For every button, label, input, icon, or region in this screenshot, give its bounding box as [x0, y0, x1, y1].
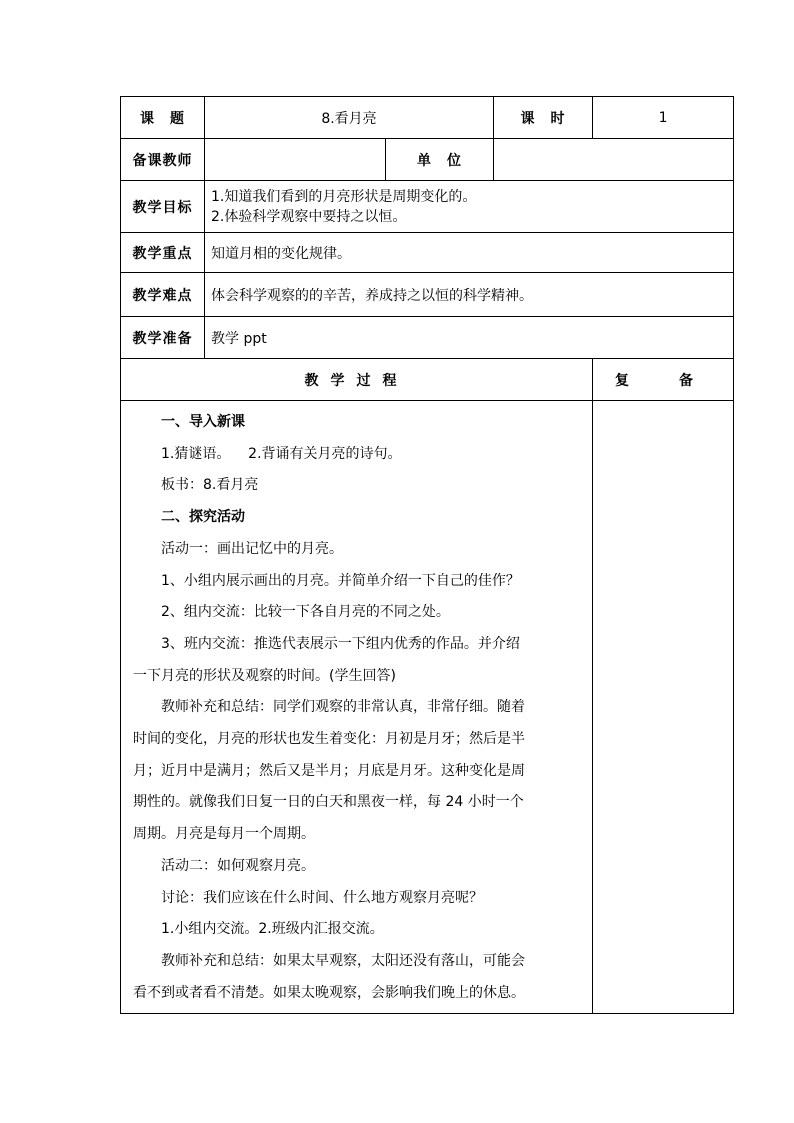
content-line: 活动一：画出记忆中的月亮。: [161, 540, 343, 557]
content-line: 月；近月中是满月；然后又是半月；月底是月牙。这种变化是周: [133, 762, 525, 779]
row-difficulty: [121, 273, 734, 317]
content-line: 2、组内交流：比较一下各自月亮的不同之处。: [161, 604, 450, 621]
teacher-label: 备课教师: [121, 139, 205, 181]
content-line: 看不到或者看不清楚。如果太晚观察，会影响我们晚上的休息。: [133, 984, 525, 1001]
prep-value: 教学 ppt: [205, 317, 734, 359]
section-heading: 二、探究活动: [161, 509, 245, 526]
content-line: 活动二：如何观察月亮。: [161, 857, 315, 874]
goal-item: 1.知道我们看到的月亮形状是周期变化的。: [211, 188, 477, 205]
row-key: [121, 233, 734, 273]
content-line: 教师补充和总结：如果太早观察，太阳还没有落山，可能会: [161, 952, 525, 969]
topic-value: 8.看月亮: [205, 97, 494, 139]
goals-value: [205, 181, 734, 233]
key-label: 教学重点: [121, 233, 205, 273]
row-topic: [121, 97, 734, 139]
key-value: 知道月相的变化规律。: [205, 233, 734, 273]
process-header: 教学过程: [121, 359, 593, 401]
difficulty-label: 教学难点: [121, 273, 205, 317]
goals-label: 教学目标: [121, 181, 205, 233]
unit-value: [494, 139, 734, 181]
period-value: 1: [593, 97, 734, 139]
unit-label: 单 位: [386, 139, 494, 181]
content-line: 一下月亮的形状及观察的时间。(学生回答): [133, 667, 396, 684]
difficulty-value: 体会科学观察的的辛苦，养成持之以恒的科学精神。: [205, 273, 734, 317]
period-label: 课 时: [494, 97, 593, 139]
review-content: [593, 401, 734, 1014]
topic-label: 课 题: [121, 97, 205, 139]
row-process-body: [121, 401, 734, 1014]
content-line: 期性的。就像我们日复一日的白天和黑夜一样，每 24 小时一个: [133, 794, 524, 811]
content-line: 1.猜谜语。 2.背诵有关月亮的诗句。: [161, 445, 402, 462]
section-heading: 一、导入新课: [161, 414, 245, 430]
content-line: 周期。月亮是每月一个周期。: [133, 826, 315, 843]
row-prep: [121, 317, 734, 359]
content-line: 教师补充和总结：同学们观察的非常认真，非常仔细。随着: [161, 699, 525, 716]
content-line: 3、班内交流：推选代表展示一下组内优秀的作品。并介绍: [161, 635, 520, 652]
content-line: 板书：8.看月亮: [161, 477, 259, 494]
prep-label: 教学准备: [121, 317, 205, 359]
content-line: 1、小组内展示画出的月亮。并简单介绍一下自己的佳作？: [161, 572, 520, 589]
row-process-header: [121, 359, 734, 401]
content-line: 讨论：我们应该在什么时间、什么地方观察月亮呢？: [161, 889, 483, 906]
lesson-plan-table: [120, 96, 734, 1014]
process-content: [121, 401, 593, 1014]
row-teacher: [121, 139, 734, 181]
content-line: 时间的变化，月亮的形状也发生着变化：月初是月牙；然后是半: [133, 731, 525, 748]
review-header: 复 备: [593, 359, 734, 401]
content-line: 1.小组内交流。2.班级内汇报交流。: [161, 921, 384, 938]
goal-item: 2.体验科学观察中要持之以恒。: [211, 208, 407, 225]
row-goals: [121, 181, 734, 233]
teacher-value: [205, 139, 386, 181]
